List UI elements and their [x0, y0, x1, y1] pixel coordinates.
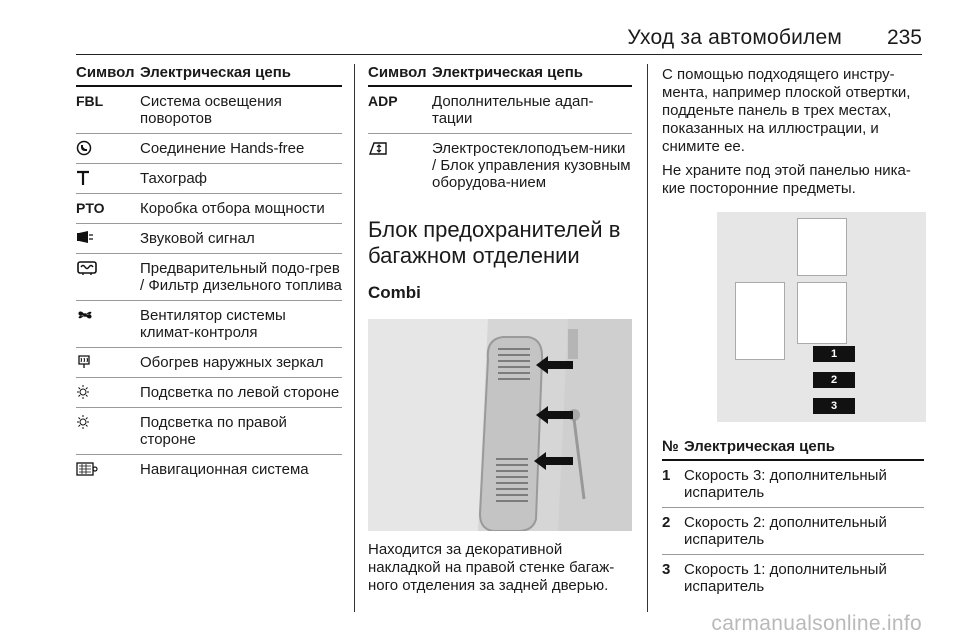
phone-icon	[76, 140, 140, 157]
table-header	[368, 64, 632, 87]
tachograph-icon	[76, 170, 140, 187]
fuse-table	[662, 438, 924, 601]
circuit-desc: Подсветка по левой стороне	[140, 384, 340, 401]
watermark: carmanualsonline.info	[711, 612, 922, 635]
fuse-label: 1	[813, 346, 855, 362]
column-divider	[354, 64, 355, 612]
fuse-slot	[735, 282, 785, 360]
symbol-text: FBL	[76, 93, 104, 109]
table-row	[368, 87, 632, 134]
row-number: 2	[662, 514, 671, 531]
circuit-desc: Система освещения поворотов	[140, 93, 282, 127]
table-header	[76, 64, 342, 87]
section-title: Блок предохранителей в багажном отделении	[368, 217, 621, 268]
mirror-heat-icon	[76, 354, 140, 371]
header-circuit: Электрическая цепь	[432, 64, 584, 81]
circuit-desc: Коробка отбора мощности	[140, 200, 325, 217]
fuse-slot	[797, 218, 847, 276]
page-number: 235	[886, 26, 922, 49]
circuit-desc: Тахограф	[140, 170, 208, 187]
header-symbol: Символ	[368, 64, 427, 81]
column-middle	[368, 64, 632, 595]
instruction-text: С помощью подходящего инстру-мента, например плоской отвертки, подденьте панель в трех местах, показанных на иллюстрации, и снимите ее.	[662, 66, 911, 155]
header-number: №	[662, 438, 679, 455]
fuse-label: 3	[813, 398, 855, 414]
header-rule	[76, 54, 922, 55]
circuit-desc: Вентилятор системы климат-контроля	[140, 307, 286, 341]
light-right-icon	[76, 414, 140, 448]
table-row	[76, 87, 342, 134]
table-row	[76, 164, 342, 194]
table-row	[76, 254, 342, 301]
symbol-text: PTO	[76, 200, 105, 216]
horn-icon	[76, 230, 140, 247]
fuse-box-location-photo	[368, 319, 632, 531]
table-row	[76, 224, 342, 254]
circuit-desc: Обогрев наружных зеркал	[140, 354, 324, 371]
column-right	[662, 64, 924, 601]
table-row	[76, 301, 342, 348]
circuit-desc: Скорость 1: дополнительный испаритель	[684, 561, 887, 595]
circuit-desc: Навигационная система	[140, 461, 309, 478]
circuit-desc: Скорость 2: дополнительный испаритель	[684, 514, 887, 548]
circuit-desc: Звуковой сигнал	[140, 230, 255, 247]
column-left	[76, 64, 342, 484]
preheat-icon	[76, 260, 140, 294]
page-header	[0, 0, 960, 56]
header-circuit: Электрическая цепь	[140, 64, 292, 81]
table-row	[662, 508, 924, 555]
header-circuit: Электрическая цепь	[684, 438, 836, 455]
row-number: 1	[662, 467, 671, 484]
table-row	[662, 555, 924, 601]
table-row	[76, 408, 342, 455]
fuse-label: 2	[813, 372, 855, 388]
fuse-panel-diagram	[717, 212, 926, 422]
table-row	[76, 348, 342, 378]
subsection-title: Combi	[368, 283, 421, 302]
table-row	[662, 461, 924, 508]
table-row	[76, 134, 342, 164]
page-title: Уход за автомобилем	[627, 26, 842, 49]
navigation-icon	[76, 461, 140, 478]
header-symbol: Символ	[76, 64, 135, 81]
table-row	[76, 455, 342, 484]
fuse-slot	[797, 282, 847, 344]
row-number: 3	[662, 561, 671, 578]
light-left-icon	[76, 384, 140, 401]
warning-text: Не храните под этой панелью ника-кие посторонние предметы.	[662, 162, 911, 197]
fan-icon	[76, 307, 140, 341]
table-row	[76, 378, 342, 408]
symbol-text: ADP	[368, 93, 398, 109]
circuit-desc: Предварительный подо-грев / Фильтр дизельного топлива	[140, 260, 342, 294]
table-row	[76, 194, 342, 224]
location-text: Находится за декоративной накладкой на правой стенке багаж-ного отделения за задней дверью.	[368, 541, 615, 594]
circuit-desc: Скорость 3: дополнительный испаритель	[684, 467, 887, 501]
window-lift-icon	[368, 140, 432, 191]
table-row	[368, 134, 632, 197]
column-divider	[647, 64, 648, 612]
circuit-desc: Электростеклоподъем-ники / Блок управления кузовным оборудова-нием	[432, 140, 631, 191]
circuit-desc: Подсветка по правой стороне	[140, 414, 287, 448]
circuit-desc: Соединение Hands-free	[140, 140, 305, 157]
circuit-desc: Дополнительные адап-тации	[432, 93, 594, 127]
table-header	[662, 438, 924, 461]
